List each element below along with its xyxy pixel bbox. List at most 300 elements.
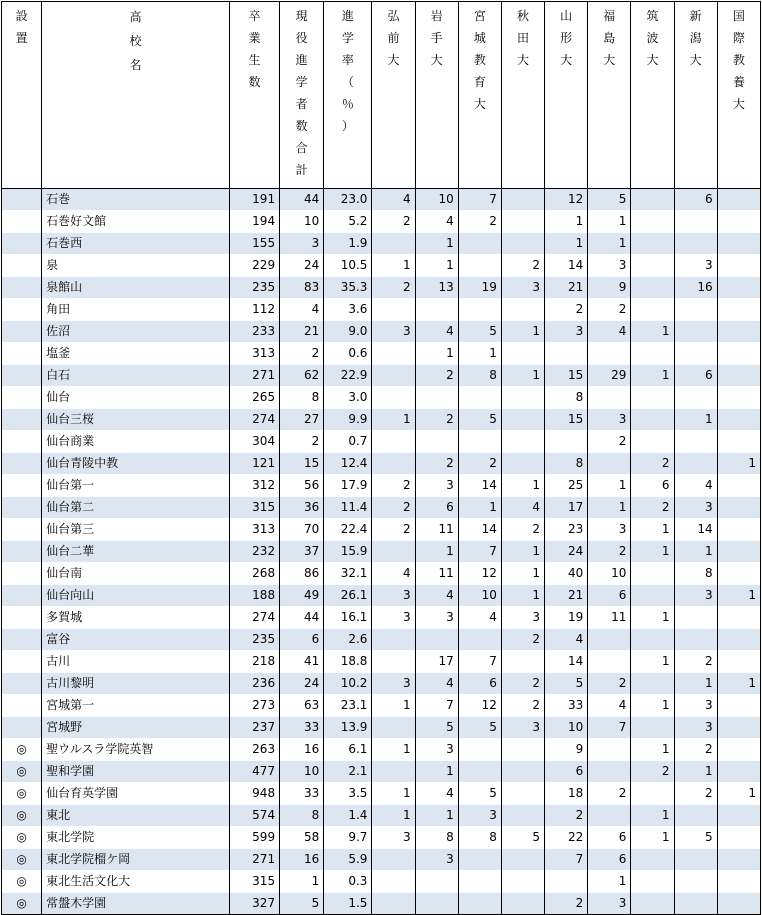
kokusai-cell xyxy=(717,893,760,915)
grads-cell: 313 xyxy=(229,343,279,365)
total-cell: 33 xyxy=(280,717,324,739)
grads-cell: 265 xyxy=(229,387,279,409)
grads-cell: 237 xyxy=(229,717,279,739)
setchi-cell xyxy=(2,365,42,387)
kokusai-cell xyxy=(717,849,760,871)
school-name-cell: 仙台青陵中教 xyxy=(42,453,230,475)
yamagata-cell: 9 xyxy=(545,739,588,761)
kokusai-cell xyxy=(717,695,760,717)
fukushima-cell: 29 xyxy=(588,365,631,387)
akita-cell xyxy=(501,233,544,255)
miyakyo-cell: 1 xyxy=(458,343,501,365)
miyakyo-cell xyxy=(458,431,501,453)
miyakyo-cell xyxy=(458,299,501,321)
grads-cell: 218 xyxy=(229,651,279,673)
setchi-cell: ◎ xyxy=(2,893,42,915)
rate-cell: 3.6 xyxy=(324,299,372,321)
kokusai-cell: 1 xyxy=(717,783,760,805)
table-row xyxy=(2,189,761,211)
niigata-cell xyxy=(674,343,717,365)
niigata-cell xyxy=(674,607,717,629)
rate-cell: 2.6 xyxy=(324,629,372,651)
akita-cell xyxy=(501,453,544,475)
rate-cell: 1.4 xyxy=(324,805,372,827)
yamagata-cell: 14 xyxy=(545,651,588,673)
school-name-cell: 宮城第一 xyxy=(42,695,230,717)
miyakyo-cell: 7 xyxy=(458,651,501,673)
tsukuba-cell xyxy=(631,893,674,915)
yamagata-cell: 40 xyxy=(545,563,588,585)
school-name-cell: 東北学院榴ケ岡 xyxy=(42,849,230,871)
grads-cell: 304 xyxy=(229,431,279,453)
fukushima-cell: 11 xyxy=(588,607,631,629)
school-name-cell: 佐沼 xyxy=(42,321,230,343)
kokusai-cell xyxy=(717,277,760,299)
table-row xyxy=(2,475,761,497)
akita-cell: 3 xyxy=(501,607,544,629)
akita-cell xyxy=(501,739,544,761)
table-row xyxy=(2,585,761,607)
school-name-cell: 東北生活文化大 xyxy=(42,871,230,893)
fukushima-cell xyxy=(588,387,631,409)
akita-cell xyxy=(501,849,544,871)
niigata-cell: 8 xyxy=(674,563,717,585)
total-cell: 37 xyxy=(280,541,324,563)
yamagata-cell: 25 xyxy=(545,475,588,497)
akita-cell xyxy=(501,343,544,365)
iwate-cell: 1 xyxy=(415,541,458,563)
rate-cell: 16.1 xyxy=(324,607,372,629)
setchi-cell xyxy=(2,651,42,673)
school-name-cell: 仙台南 xyxy=(42,563,230,585)
setchi-cell: ◎ xyxy=(2,871,42,893)
tsukuba-cell: 1 xyxy=(631,739,674,761)
header-grads: 卒 業 生 数 xyxy=(229,2,279,189)
school-name-cell: 仙台向山 xyxy=(42,585,230,607)
miyakyo-cell xyxy=(458,233,501,255)
tsukuba-cell xyxy=(631,849,674,871)
hirosaki-cell: 1 xyxy=(372,739,415,761)
fukushima-cell: 9 xyxy=(588,277,631,299)
yamagata-cell: 19 xyxy=(545,607,588,629)
grads-cell: 188 xyxy=(229,585,279,607)
yamagata-cell: 3 xyxy=(545,321,588,343)
hirosaki-cell: 3 xyxy=(372,827,415,849)
school-name-cell: 東北 xyxy=(42,805,230,827)
setchi-cell xyxy=(2,563,42,585)
yamagata-cell: 8 xyxy=(545,453,588,475)
niigata-cell: 6 xyxy=(674,189,717,211)
school-name-cell: 塩釜 xyxy=(42,343,230,365)
grads-cell: 194 xyxy=(229,211,279,233)
hirosaki-cell xyxy=(372,893,415,915)
yamagata-cell: 24 xyxy=(545,541,588,563)
school-name-cell: 石巻 xyxy=(42,189,230,211)
tsukuba-cell xyxy=(631,387,674,409)
fukushima-cell: 6 xyxy=(588,585,631,607)
tsukuba-cell: 6 xyxy=(631,475,674,497)
akita-cell xyxy=(501,761,544,783)
hirosaki-cell xyxy=(372,387,415,409)
iwate-cell xyxy=(415,871,458,893)
niigata-cell: 2 xyxy=(674,783,717,805)
tsukuba-cell: 1 xyxy=(631,519,674,541)
iwate-cell: 3 xyxy=(415,739,458,761)
miyakyo-cell: 5 xyxy=(458,321,501,343)
header-tsukuba: 筑 波 大 xyxy=(631,2,674,189)
iwate-cell: 10 xyxy=(415,189,458,211)
miyakyo-cell xyxy=(458,761,501,783)
iwate-cell: 2 xyxy=(415,409,458,431)
rate-cell: 26.1 xyxy=(324,585,372,607)
total-cell: 21 xyxy=(280,321,324,343)
setchi-cell xyxy=(2,343,42,365)
yamagata-cell xyxy=(545,871,588,893)
niigata-cell: 3 xyxy=(674,255,717,277)
hirosaki-cell xyxy=(372,365,415,387)
grads-cell: 574 xyxy=(229,805,279,827)
header-miyakyo: 宮 城 教 育 大 xyxy=(458,2,501,189)
fukushima-cell: 2 xyxy=(588,299,631,321)
rate-cell: 2.1 xyxy=(324,761,372,783)
akita-cell xyxy=(501,431,544,453)
akita-cell: 3 xyxy=(501,717,544,739)
yamagata-cell: 23 xyxy=(545,519,588,541)
fukushima-cell xyxy=(588,739,631,761)
akita-cell xyxy=(501,651,544,673)
miyakyo-cell: 2 xyxy=(458,211,501,233)
iwate-cell: 1 xyxy=(415,255,458,277)
yamagata-cell xyxy=(545,431,588,453)
niigata-cell xyxy=(674,871,717,893)
setchi-cell: ◎ xyxy=(2,805,42,827)
total-cell: 56 xyxy=(280,475,324,497)
iwate-cell: 1 xyxy=(415,343,458,365)
school-name-cell: 石巻好文館 xyxy=(42,211,230,233)
niigata-cell: 3 xyxy=(674,585,717,607)
tsukuba-cell xyxy=(631,277,674,299)
niigata-cell xyxy=(674,233,717,255)
grads-cell: 229 xyxy=(229,255,279,277)
school-name-cell: 泉館山 xyxy=(42,277,230,299)
miyakyo-cell: 7 xyxy=(458,541,501,563)
akita-cell: 2 xyxy=(501,255,544,277)
setchi-cell xyxy=(2,717,42,739)
setchi-cell xyxy=(2,541,42,563)
table-row xyxy=(2,607,761,629)
grads-cell: 232 xyxy=(229,541,279,563)
yamagata-cell: 7 xyxy=(545,849,588,871)
grads-cell: 236 xyxy=(229,673,279,695)
total-cell: 8 xyxy=(280,387,324,409)
setchi-cell xyxy=(2,497,42,519)
rate-cell: 11.4 xyxy=(324,497,372,519)
fukushima-cell: 2 xyxy=(588,541,631,563)
yamagata-cell: 6 xyxy=(545,761,588,783)
hirosaki-cell xyxy=(372,871,415,893)
fukushima-cell: 1 xyxy=(588,497,631,519)
table-row xyxy=(2,695,761,717)
fukushima-cell: 1 xyxy=(588,475,631,497)
yamagata-cell: 33 xyxy=(545,695,588,717)
total-cell: 16 xyxy=(280,849,324,871)
school-name-cell: 仙台第三 xyxy=(42,519,230,541)
iwate-cell: 1 xyxy=(415,233,458,255)
rate-cell: 5.2 xyxy=(324,211,372,233)
hirosaki-cell: 1 xyxy=(372,805,415,827)
table-row xyxy=(2,717,761,739)
total-cell: 15 xyxy=(280,453,324,475)
school-name-cell: 角田 xyxy=(42,299,230,321)
header-hirosaki: 弘 前 大 xyxy=(372,2,415,189)
total-cell: 58 xyxy=(280,827,324,849)
total-cell: 2 xyxy=(280,343,324,365)
setchi-cell: ◎ xyxy=(2,849,42,871)
yamagata-cell: 4 xyxy=(545,629,588,651)
rate-cell: 22.9 xyxy=(324,365,372,387)
fukushima-cell: 3 xyxy=(588,519,631,541)
grads-cell: 273 xyxy=(229,695,279,717)
school-name-cell: 仙台商業 xyxy=(42,431,230,453)
kokusai-cell xyxy=(717,189,760,211)
yamagata-cell: 18 xyxy=(545,783,588,805)
niigata-cell xyxy=(674,849,717,871)
yamagata-cell: 10 xyxy=(545,717,588,739)
iwate-cell xyxy=(415,299,458,321)
rate-cell: 32.1 xyxy=(324,563,372,585)
school-name-cell: 聖和学園 xyxy=(42,761,230,783)
table-row xyxy=(2,343,761,365)
fukushima-cell xyxy=(588,805,631,827)
rate-cell: 1.5 xyxy=(324,893,372,915)
yamagata-cell xyxy=(545,343,588,365)
setchi-cell xyxy=(2,673,42,695)
hirosaki-cell xyxy=(372,233,415,255)
akita-cell xyxy=(501,893,544,915)
table-row xyxy=(2,893,761,915)
setchi-cell: ◎ xyxy=(2,761,42,783)
kokusai-cell xyxy=(717,233,760,255)
total-cell: 10 xyxy=(280,761,324,783)
header-rate: 進 学 率 （ ％ ） xyxy=(324,2,372,189)
kokusai-cell xyxy=(717,497,760,519)
table-row xyxy=(2,255,761,277)
total-cell: 4 xyxy=(280,299,324,321)
iwate-cell xyxy=(415,893,458,915)
miyakyo-cell: 4 xyxy=(458,607,501,629)
iwate-cell: 2 xyxy=(415,365,458,387)
total-cell: 5 xyxy=(280,893,324,915)
table-row xyxy=(2,651,761,673)
rate-cell: 23.1 xyxy=(324,695,372,717)
hirosaki-cell xyxy=(372,717,415,739)
miyakyo-cell: 3 xyxy=(458,805,501,827)
akita-cell: 2 xyxy=(501,673,544,695)
fukushima-cell: 6 xyxy=(588,849,631,871)
header-akita: 秋 田 大 xyxy=(501,2,544,189)
rate-cell: 6.1 xyxy=(324,739,372,761)
rate-cell: 0.3 xyxy=(324,871,372,893)
akita-cell xyxy=(501,783,544,805)
miyakyo-cell: 7 xyxy=(458,189,501,211)
niigata-cell: 14 xyxy=(674,519,717,541)
school-name-cell: 古川黎明 xyxy=(42,673,230,695)
miyakyo-cell xyxy=(458,629,501,651)
niigata-cell xyxy=(674,893,717,915)
rate-cell: 10.2 xyxy=(324,673,372,695)
fukushima-cell: 4 xyxy=(588,695,631,717)
hirosaki-cell: 3 xyxy=(372,585,415,607)
school-name-cell: 古川 xyxy=(42,651,230,673)
school-name-cell: 聖ウルスラ学院英智 xyxy=(42,739,230,761)
iwate-cell: 11 xyxy=(415,563,458,585)
rate-cell: 23.0 xyxy=(324,189,372,211)
school-name-cell: 仙台育英学園 xyxy=(42,783,230,805)
school-name-cell: 仙台第一 xyxy=(42,475,230,497)
table-row xyxy=(2,673,761,695)
tsukuba-cell xyxy=(631,189,674,211)
tsukuba-cell: 1 xyxy=(631,651,674,673)
setchi-cell xyxy=(2,255,42,277)
tsukuba-cell xyxy=(631,431,674,453)
kokusai-cell xyxy=(717,651,760,673)
niigata-cell: 5 xyxy=(674,827,717,849)
fukushima-cell xyxy=(588,343,631,365)
akita-cell: 1 xyxy=(501,585,544,607)
iwate-cell: 7 xyxy=(415,695,458,717)
iwate-cell: 6 xyxy=(415,497,458,519)
total-cell: 10 xyxy=(280,211,324,233)
header-school: 高 校 名 xyxy=(42,2,230,189)
header-niigata: 新 潟 大 xyxy=(674,2,717,189)
fukushima-cell: 4 xyxy=(588,321,631,343)
kokusai-cell xyxy=(717,387,760,409)
tsukuba-cell xyxy=(631,783,674,805)
niigata-cell xyxy=(674,387,717,409)
setchi-cell xyxy=(2,585,42,607)
hirosaki-cell: 4 xyxy=(372,563,415,585)
iwate-cell: 4 xyxy=(415,211,458,233)
miyakyo-cell: 5 xyxy=(458,717,501,739)
yamagata-cell: 21 xyxy=(545,585,588,607)
kokusai-cell xyxy=(717,365,760,387)
tsukuba-cell xyxy=(631,409,674,431)
school-name-cell: 白石 xyxy=(42,365,230,387)
fukushima-cell: 2 xyxy=(588,783,631,805)
grads-cell: 312 xyxy=(229,475,279,497)
hirosaki-cell xyxy=(372,541,415,563)
miyakyo-cell: 2 xyxy=(458,453,501,475)
grads-cell: 268 xyxy=(229,563,279,585)
niigata-cell: 1 xyxy=(674,673,717,695)
iwate-cell: 4 xyxy=(415,321,458,343)
iwate-cell: 4 xyxy=(415,673,458,695)
yamagata-cell: 2 xyxy=(545,299,588,321)
grads-cell: 271 xyxy=(229,365,279,387)
miyakyo-cell: 10 xyxy=(458,585,501,607)
setchi-cell xyxy=(2,475,42,497)
rate-cell: 9.7 xyxy=(324,827,372,849)
fukushima-cell xyxy=(588,629,631,651)
school-name-cell: 仙台二華 xyxy=(42,541,230,563)
akita-cell: 1 xyxy=(501,541,544,563)
yamagata-cell: 8 xyxy=(545,387,588,409)
kokusai-cell xyxy=(717,431,760,453)
tsukuba-cell: 1 xyxy=(631,695,674,717)
kokusai-cell xyxy=(717,475,760,497)
tsukuba-cell xyxy=(631,233,674,255)
kokusai-cell xyxy=(717,255,760,277)
yamagata-cell: 5 xyxy=(545,673,588,695)
rate-cell: 3.5 xyxy=(324,783,372,805)
total-cell: 41 xyxy=(280,651,324,673)
hirosaki-cell: 1 xyxy=(372,695,415,717)
niigata-cell: 1 xyxy=(674,541,717,563)
yamagata-cell: 21 xyxy=(545,277,588,299)
rate-cell: 22.4 xyxy=(324,519,372,541)
kokusai-cell xyxy=(717,211,760,233)
miyakyo-cell xyxy=(458,849,501,871)
rate-cell: 13.9 xyxy=(324,717,372,739)
grads-cell: 274 xyxy=(229,607,279,629)
fukushima-cell: 10 xyxy=(588,563,631,585)
rate-cell: 3.0 xyxy=(324,387,372,409)
table-row xyxy=(2,277,761,299)
table-row xyxy=(2,211,761,233)
akita-cell: 2 xyxy=(501,519,544,541)
niigata-cell xyxy=(674,321,717,343)
grads-cell: 477 xyxy=(229,761,279,783)
iwate-cell: 13 xyxy=(415,277,458,299)
akita-cell xyxy=(501,871,544,893)
yamagata-cell: 15 xyxy=(545,365,588,387)
setchi-cell xyxy=(2,321,42,343)
table-row xyxy=(2,783,761,805)
tsukuba-cell xyxy=(631,629,674,651)
setchi-cell xyxy=(2,431,42,453)
table-row xyxy=(2,805,761,827)
grads-cell: 235 xyxy=(229,629,279,651)
fukushima-cell: 6 xyxy=(588,827,631,849)
iwate-cell xyxy=(415,387,458,409)
hirosaki-cell: 4 xyxy=(372,189,415,211)
iwate-cell xyxy=(415,629,458,651)
fukushima-cell xyxy=(588,651,631,673)
setchi-cell xyxy=(2,387,42,409)
niigata-cell: 16 xyxy=(674,277,717,299)
table-row xyxy=(2,409,761,431)
rate-cell: 5.9 xyxy=(324,849,372,871)
hirosaki-cell: 2 xyxy=(372,475,415,497)
rate-cell: 1.9 xyxy=(324,233,372,255)
akita-cell: 1 xyxy=(501,365,544,387)
yamagata-cell: 14 xyxy=(545,255,588,277)
kokusai-cell xyxy=(717,321,760,343)
fukushima-cell xyxy=(588,761,631,783)
akita-cell xyxy=(501,211,544,233)
total-cell: 62 xyxy=(280,365,324,387)
akita-cell xyxy=(501,387,544,409)
iwate-cell: 2 xyxy=(415,453,458,475)
table-row xyxy=(2,365,761,387)
niigata-cell: 3 xyxy=(674,695,717,717)
rate-cell: 10.5 xyxy=(324,255,372,277)
setchi-cell xyxy=(2,233,42,255)
yamagata-cell: 12 xyxy=(545,189,588,211)
school-name-cell: 宮城野 xyxy=(42,717,230,739)
hirosaki-cell: 2 xyxy=(372,277,415,299)
akita-cell: 3 xyxy=(501,277,544,299)
